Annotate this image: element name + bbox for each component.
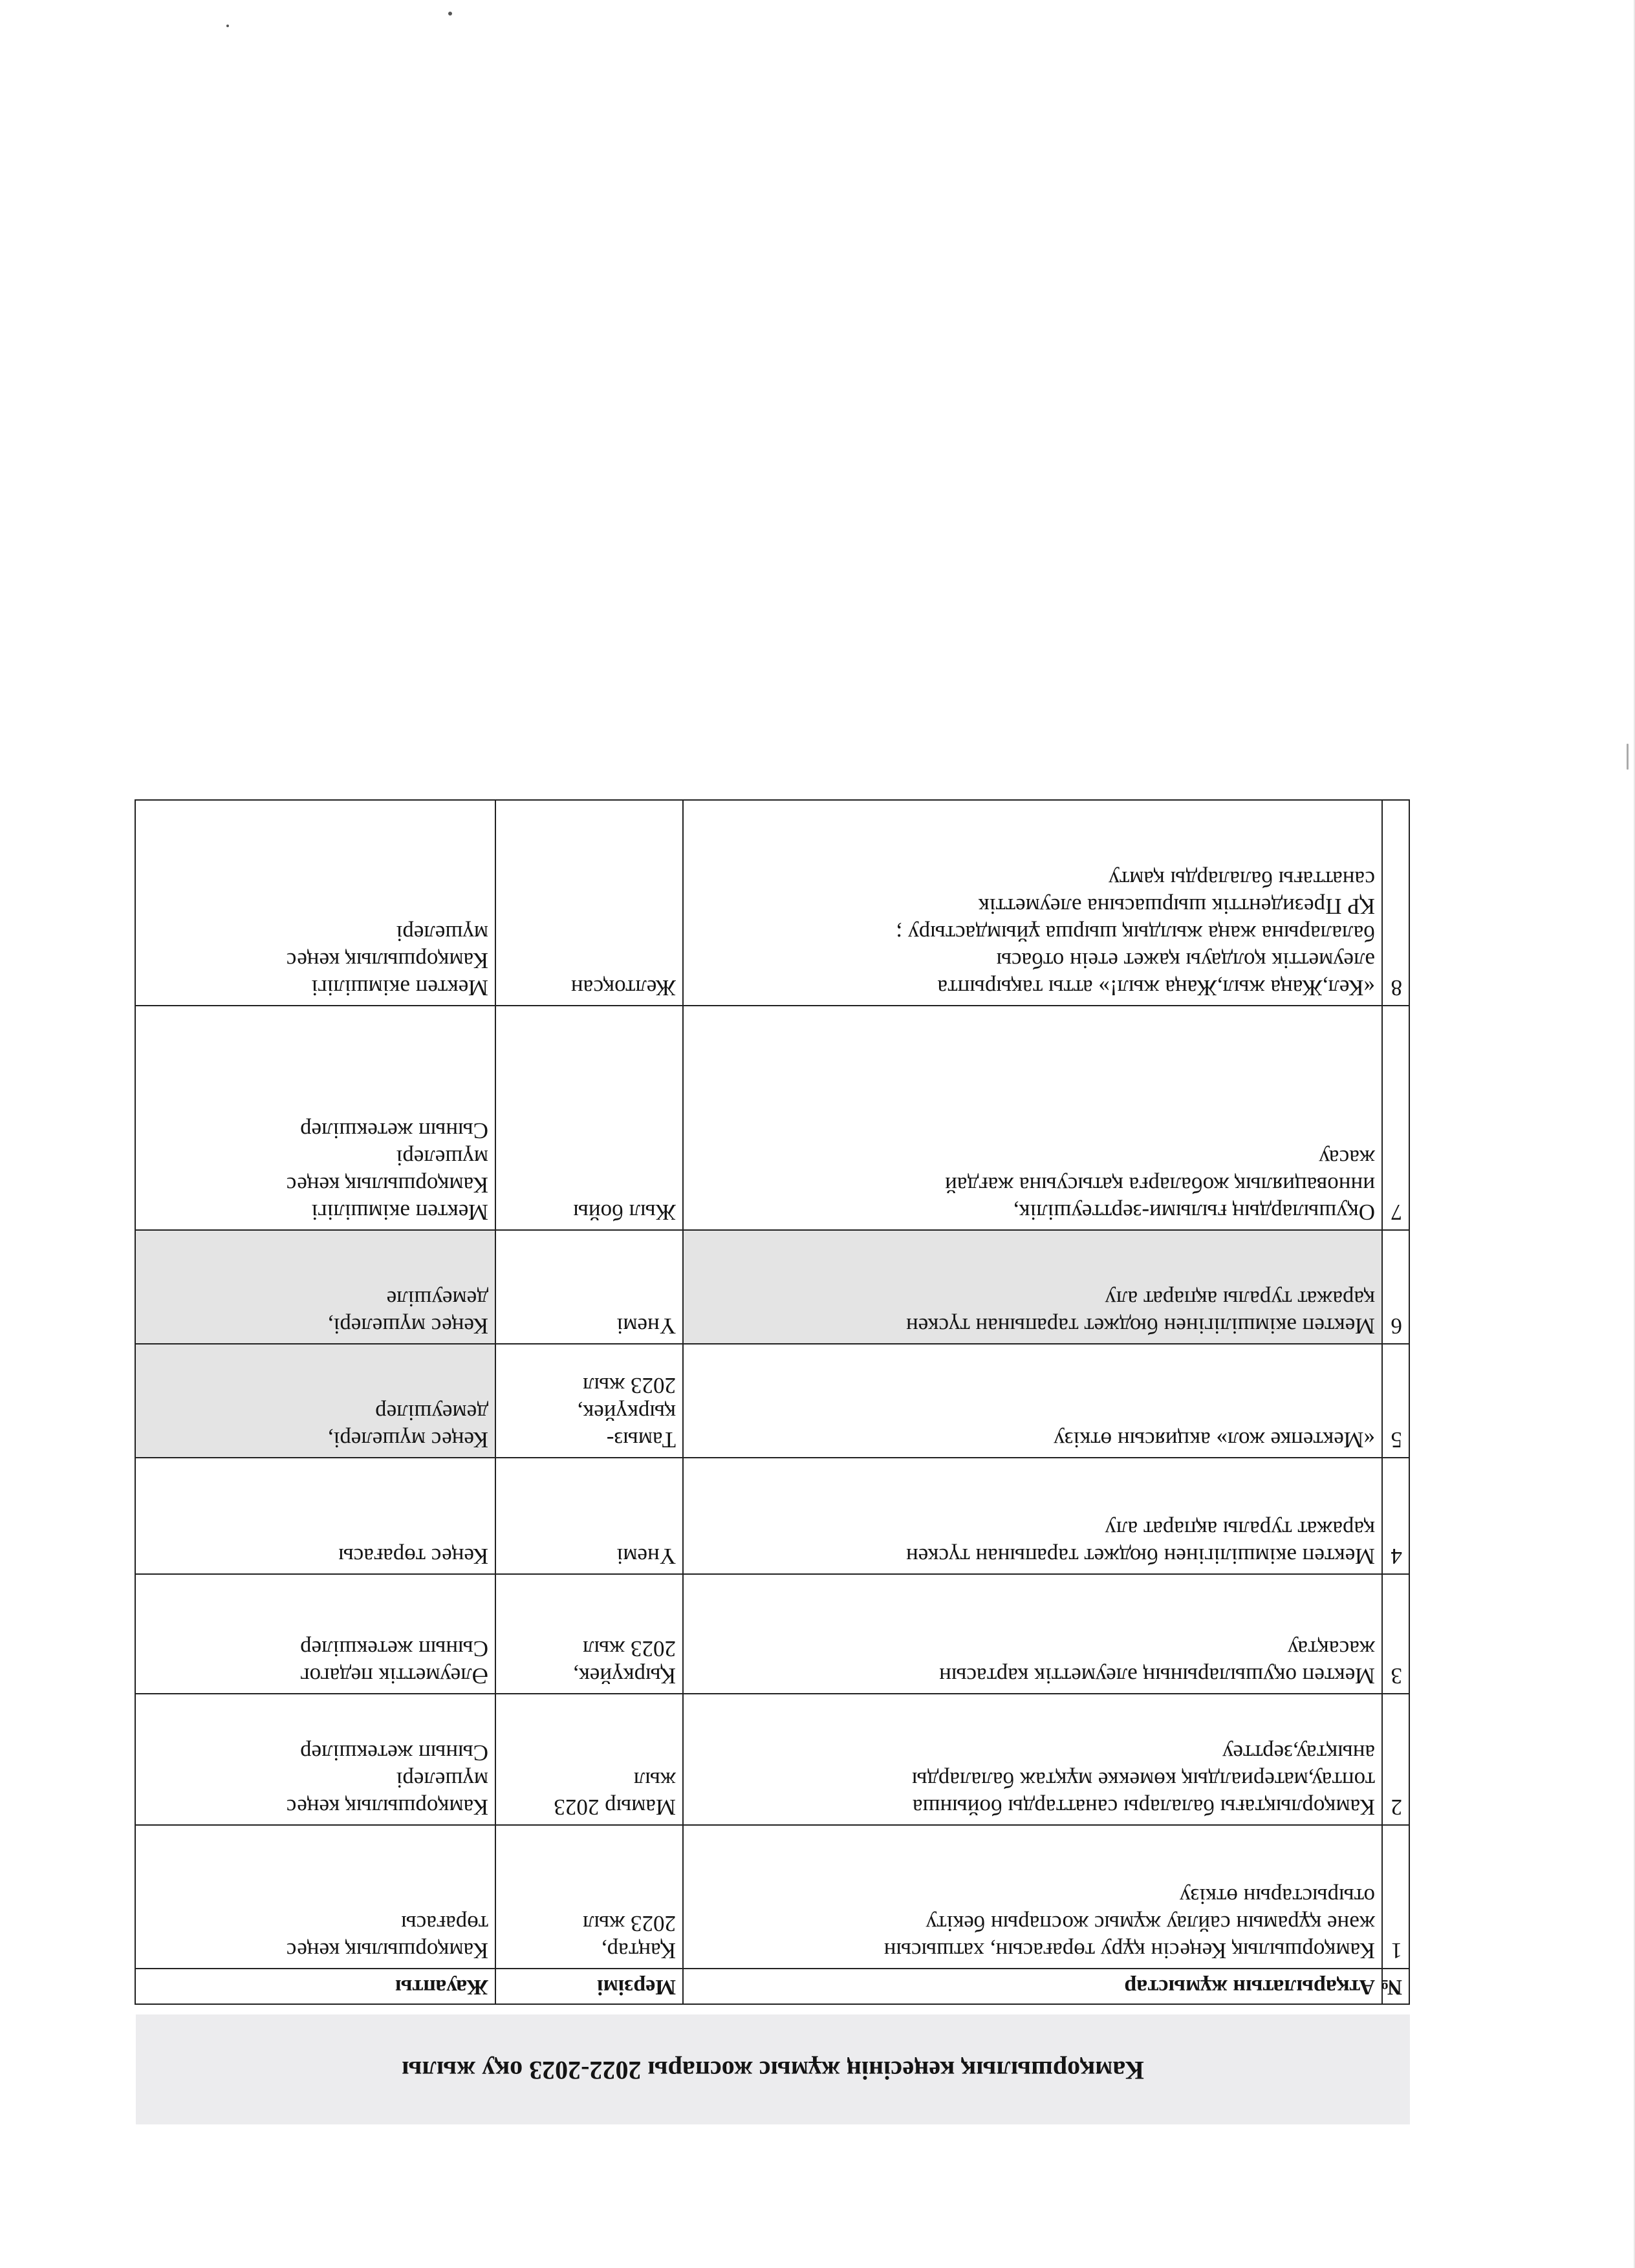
header-num: № <box>1382 1969 1409 2004</box>
row-deadline: Қаңтар, 2023 жыл <box>495 1825 683 1969</box>
row-activity: «Кел,Жаңа жыл,Жаңа жыл!» атты тақырыпта әлеуметтік қолдауы қажет етеін отбасы балаларына жаңа жылдық шырша ұйымдастыру ; ҚР Президенттік шыршасына әлеуметтік санаттағы балаларды қамту <box>683 800 1382 1006</box>
header-activity: Атқарылатын жұмыстар <box>683 1969 1382 2004</box>
row-deadline: Үнемі <box>495 1458 683 1574</box>
row-activity: Мектеп оқушыларының әлеуметтік картасын жасақтау <box>683 1574 1382 1694</box>
row-activity: Мектеп әкімшілігінен бюджет тарапынан түскен қаражат туралы ақпарат алу <box>683 1458 1382 1574</box>
table-row <box>135 1825 1409 1969</box>
row-responsible: Кеңес мүшелері, демеушілер <box>135 1344 495 1458</box>
row-deadline: Тамыз- қыркүйек, 2023 жыл <box>495 1344 683 1458</box>
table-row <box>135 1344 1409 1458</box>
row-responsible: Мектеп әкімшілігі Камқоршылық кеңес мүшелері <box>135 800 495 1006</box>
row-deadline: Қыркүйек, 2023 жыл <box>495 1574 683 1694</box>
scan-speck <box>226 25 229 27</box>
row-responsible: Камқоршылық кеңес төрағасы <box>135 1825 495 1969</box>
table-row <box>135 1006 1409 1230</box>
row-activity: Камқорлықтағы балалары санаттарды бойынша топтау,материалдық көмекке мұқтаж балаларды анықтау,зерттеу <box>683 1694 1382 1825</box>
row-number: 8 <box>1382 800 1409 1006</box>
row-number: 5 <box>1382 1344 1409 1458</box>
scan-speck <box>1627 744 1629 770</box>
row-responsible: Мектеп әкімшілігі Камқоршылық кеңес мүшелері Сынып жетекшілер <box>135 1006 495 1230</box>
row-responsible: Камқоршылық кеңес мүшелері Сынып жетекшілер <box>135 1694 495 1825</box>
table-row <box>135 1574 1409 1694</box>
header-deadline: Мерзімі <box>495 1969 683 2004</box>
table-row <box>135 1230 1409 1344</box>
scan-speck <box>448 12 452 16</box>
row-responsible: Кеңес төрағасы <box>135 1458 495 1574</box>
row-number: 7 <box>1382 1006 1409 1230</box>
row-activity: Оқушылардың ғылыми-зерттеушілік, инновациялық жобаларға қатысуына жағдай жасау <box>683 1006 1382 1230</box>
row-number: 1 <box>1382 1825 1409 1969</box>
row-number: 3 <box>1382 1574 1409 1694</box>
row-activity: Камқоршылық Кеңесін құру төрағасын, хатшысын және құрамын сайлау жұмыс жоспарын бекіту отырыстарын өткізу <box>683 1825 1382 1969</box>
row-deadline: Мамыр 2023 жыл <box>495 1694 683 1825</box>
rotated-document <box>136 766 1410 2124</box>
row-activity: «Мектепке жол» акциясын өткізу <box>683 1344 1382 1458</box>
row-activity: Мектеп әкімшілігінен бюджет тарапынан түскен қаражат туралы ақпарат алу <box>683 1230 1382 1344</box>
row-deadline: Үнемі <box>495 1230 683 1344</box>
row-number: 2 <box>1382 1694 1409 1825</box>
table-row <box>135 1694 1409 1825</box>
row-number: 6 <box>1382 1230 1409 1344</box>
work-plan-table <box>135 799 1410 2005</box>
table-row <box>135 1458 1409 1574</box>
document-title: Камқоршылық кеңесінің жұмыс жоспары 2022-2023 оқу жылы <box>402 2056 1144 2085</box>
row-number: 4 <box>1382 1458 1409 1574</box>
row-deadline: Жыл бойы <box>495 1006 683 1230</box>
row-deadline: Желтоқсан <box>495 800 683 1006</box>
row-responsible: Әлеуметтік педагог Сынып жетекшілер <box>135 1574 495 1694</box>
table-row <box>135 800 1409 1006</box>
header-responsible: Жауапты <box>135 1969 495 2004</box>
table-header-row <box>135 1969 1409 2004</box>
row-responsible: Кеңес мүшелері, демеушіле <box>135 1230 495 1344</box>
